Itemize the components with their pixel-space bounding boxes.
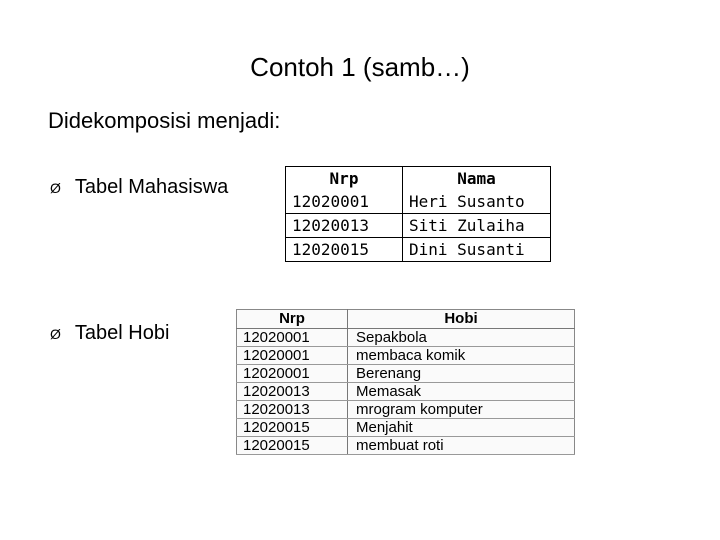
arrow-bullet-icon: Ø xyxy=(50,179,61,196)
table-row xyxy=(286,190,551,214)
cell-nrp: 12020013 xyxy=(237,383,348,401)
table-row xyxy=(237,437,575,455)
cell-hobi: membaca komik xyxy=(348,347,575,365)
table-row xyxy=(237,347,575,365)
table-row xyxy=(286,214,551,238)
cell-nrp: 12020001 xyxy=(286,190,403,214)
cell-nrp: 12020015 xyxy=(286,238,403,262)
table-row xyxy=(237,329,575,347)
table-row xyxy=(237,419,575,437)
table-row xyxy=(286,238,551,262)
cell-nrp: 12020001 xyxy=(237,347,348,365)
column-header-nrp: Nrp xyxy=(286,167,403,191)
cell-nrp: 12020013 xyxy=(286,214,403,238)
cell-hobi: Sepakbola xyxy=(348,329,575,347)
cell-hobi: Menjahit xyxy=(348,419,575,437)
arrow-bullet-icon: Ø xyxy=(50,325,61,342)
slide-subtitle: Didekomposisi menjadi: xyxy=(48,108,281,133)
cell-nrp: 12020013 xyxy=(237,401,348,419)
table-hobi xyxy=(236,309,575,455)
bullet-label: Tabel Mahasiswa xyxy=(74,176,229,198)
cell-hobi: Memasak xyxy=(348,383,575,401)
cell-nama: Heri Susanto xyxy=(409,192,525,211)
cell-hobi: membuat roti xyxy=(348,437,575,455)
cell-hobi: Berenang xyxy=(348,365,575,383)
bullet-tabel-hobi xyxy=(50,322,169,345)
cell-nrp: 12020015 xyxy=(237,419,348,437)
bullet-tabel-mahasiswa xyxy=(50,176,228,199)
cell-nrp: 12020015 xyxy=(237,437,348,455)
cell-hobi: mrogram komputer xyxy=(348,401,575,419)
column-header-nrp: Nrp xyxy=(237,310,348,329)
table-mahasiswa xyxy=(285,166,551,262)
table-row xyxy=(237,383,575,401)
table-row xyxy=(237,401,575,419)
table-header-row xyxy=(237,310,575,329)
table-header-row xyxy=(286,167,551,191)
cell-nama: Dini Susanti xyxy=(409,240,525,259)
cell-nama: Siti Zulaiha xyxy=(403,214,551,238)
column-header-nama: Nama xyxy=(457,169,496,188)
column-header-hobi: Hobi xyxy=(348,310,575,329)
cell-nrp: 12020001 xyxy=(237,329,348,347)
slide-title: Contoh 1 (samb…) xyxy=(250,52,470,82)
bullet-label: Tabel Hobi xyxy=(74,322,170,344)
table-row xyxy=(237,365,575,383)
cell-nrp: 12020001 xyxy=(237,365,348,383)
